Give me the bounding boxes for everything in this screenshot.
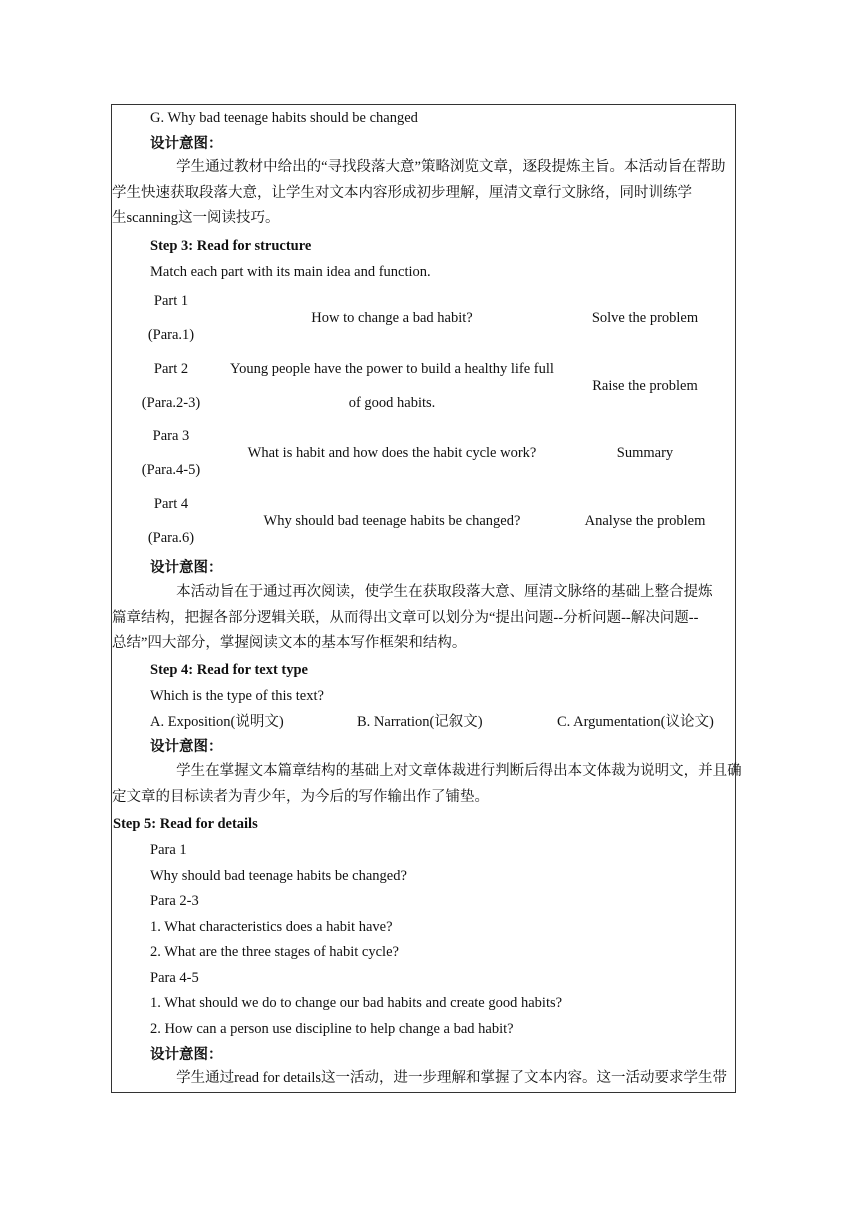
option-g-title: G. Why bad teenage habits should be changed: [150, 110, 418, 126]
step-3-heading: Step 3: Read for structure: [150, 238, 312, 254]
para-2-3-question-1: 1. What characteristics does a habit have?: [150, 919, 393, 935]
idea-2-line-2: of good habits.: [348, 395, 436, 411]
function-4: Analyse the problem: [584, 513, 706, 529]
function-2: Raise the problem: [592, 378, 698, 394]
design-intent-label-4: 设计意图：: [150, 1047, 223, 1063]
design-intent-paragraph-1: 学生通过教材中给出的“寻找段落大意”策略浏览文章，逐段提炼主旨。本活动旨在帮助 学生快速获取段落大意，让学生对文本内容形成初步理解，厘清文章行文脉络，同时训练学 生scanning这一阅读技巧。: [112, 159, 726, 226]
step-5-heading: Step 5: Read for details: [113, 816, 258, 832]
function-3: Summary: [616, 445, 674, 461]
para-2-3-question-2: 2. What are the three stages of habit cycle?: [150, 944, 399, 960]
step-4-question: Which is the type of this text?: [150, 688, 324, 704]
para-4-5-label: Para 4-5: [150, 970, 199, 986]
para-4-5-question-1: 1. What should we do to change our bad habits and create good habits?: [150, 995, 563, 1011]
para-1-label: Para 1: [150, 842, 187, 858]
part-1-paras: (Para.1): [147, 327, 195, 343]
part-2-name: Part 2: [153, 361, 189, 377]
option-c: C. Argumentation(议论文): [557, 714, 714, 730]
design-intent-label-1: 设计意图：: [150, 136, 223, 152]
step-3-instruction: Match each part with its main idea and function.: [150, 264, 431, 280]
para-1-question: Why should bad teenage habits be changed?: [150, 868, 407, 884]
part-2-paras: (Para.2-3): [141, 395, 201, 411]
part-3-name: Para 3: [152, 428, 190, 444]
part-1-name: Part 1: [153, 293, 189, 309]
option-b: B. Narration(记叙文): [357, 714, 483, 730]
part-4-paras: (Para.6): [147, 530, 195, 546]
idea-3: What is habit and how does the habit cycle work?: [247, 445, 537, 461]
design-intent-label-3: 设计意图：: [150, 739, 223, 755]
idea-1: How to change a bad habit?: [311, 310, 473, 326]
part-4-name: Part 4: [153, 496, 189, 512]
para-4-5-question-2: 2. How can a person use discipline to help change a bad habit?: [150, 1021, 514, 1037]
design-intent-paragraph-4: 学生通过read for details这一活动，进一步理解和掌握了文本内容。这一活动要求学生带: [176, 1070, 728, 1086]
design-intent-paragraph-3: 学生在掌握文本篇章结构的基础上对文章体裁进行判断后得出本文体裁为说明文，并且确 定文章的目标读者为青少年，为今后的写作输出作了铺垫。: [112, 763, 742, 805]
step-4-heading: Step 4: Read for text type: [150, 662, 308, 678]
para-2-3-label: Para 2-3: [150, 893, 199, 909]
part-3-paras: (Para.4-5): [141, 462, 201, 478]
design-intent-paragraph-2: 本活动旨在于通过再次阅读，使学生在获取段落大意、厘清文脉络的基础上整合提炼 篇章结构，把握各部分逻辑关联，从而得出文章可以划分为“提出问题--分析问题--解决问题-- 总结”四大部分，掌握阅读文本的基本写作框架和结构。: [112, 584, 713, 651]
option-a: A. Exposition(说明文): [150, 714, 284, 730]
design-intent-label-2: 设计意图：: [150, 560, 223, 576]
idea-2-line-1: Young people have the power to build a healthy life full: [230, 361, 554, 377]
function-1: Solve the problem: [591, 310, 699, 326]
idea-4: Why should bad teenage habits be changed?: [263, 513, 521, 529]
